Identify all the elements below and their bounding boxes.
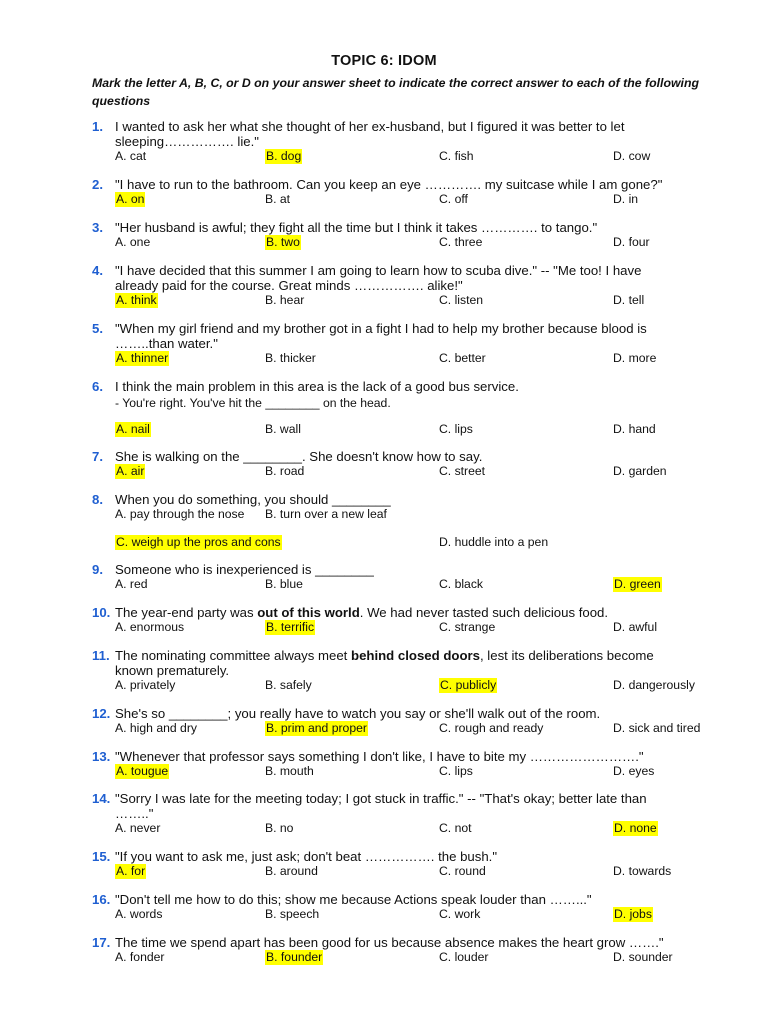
question-text: "I have decided that this summer I am going to learn how to scuba dive." -- "Me too! I have: [115, 263, 642, 278]
option-a: A. pay through the nose: [115, 507, 245, 521]
option-d: D. tell: [613, 293, 645, 307]
question-3: [92, 220, 712, 251]
question-number: 6.: [92, 379, 103, 394]
option-a: A. red: [115, 577, 148, 591]
question-text: She's so ________; you really have to watch you say or she'll walk out of the room.: [115, 706, 601, 721]
question-number: 8.: [92, 492, 103, 507]
option-c: C. black: [439, 577, 484, 591]
option-b: B. no: [265, 821, 294, 835]
question-text-end: . We had never tasted such delicious food.: [359, 605, 609, 620]
question-4: [92, 263, 712, 309]
option-d: D. more: [613, 351, 657, 365]
option-d: D. awful: [613, 620, 658, 634]
question-number: 12.: [92, 706, 111, 721]
question-text-start: The nominating committee always meet: [115, 648, 352, 663]
question-7: [92, 449, 712, 480]
option-c: C. three: [439, 235, 483, 249]
question-text-start: The year-end party was: [115, 605, 258, 620]
question-5: [92, 321, 712, 367]
question-text: "I have to run to the bathroom. Can you keep an eye …………. my suitcase while I am gone?": [115, 177, 663, 192]
option-c: C. lips: [439, 764, 473, 778]
option-c: C. work: [439, 907, 481, 921]
question-text: The time we spend apart has been good for us because absence makes the heart grow …….": [115, 935, 664, 950]
question-text-cont: ……..than water.": [115, 336, 218, 351]
option-c: C. better: [439, 351, 486, 365]
question-number: 13.: [92, 749, 111, 764]
question-text: [115, 648, 654, 663]
option-d: D. eyes: [613, 764, 655, 778]
question-1: [92, 119, 712, 165]
option-b-answer: B. two: [266, 235, 300, 249]
option-a: A. never: [115, 821, 161, 835]
question-14: [92, 791, 712, 837]
option-a-answer: A. nail: [116, 422, 150, 436]
option-b: B. around: [265, 864, 318, 878]
question-2: [92, 177, 712, 208]
option-c: C. fish: [439, 149, 474, 163]
question-number: 4.: [92, 263, 103, 278]
page-title: TOPIC 6: IDOM: [331, 53, 437, 69]
option-d: D. towards: [613, 864, 672, 878]
question-text-cont: sleeping……………. lie.": [115, 134, 259, 149]
option-d: D. sounder: [613, 950, 673, 964]
question-text-end: , lest its deliberations become: [479, 648, 654, 663]
option-c: C. off: [439, 192, 468, 206]
question-text: "When my girl friend and my brother got in a fight I had to help my brother because blood is: [115, 321, 647, 336]
option-b: B. safely: [265, 678, 312, 692]
option-d: D. hand: [613, 422, 656, 436]
question-number: 16.: [92, 892, 111, 907]
question-number: 1.: [92, 119, 103, 134]
question-number: 14.: [92, 791, 111, 806]
option-c: C. not: [439, 821, 472, 835]
question-text: "Her husband is awful; they fight all the time but I think it takes …………. to tango.": [115, 220, 598, 235]
option-c: C. rough and ready: [439, 721, 544, 735]
question-13: [92, 749, 712, 780]
option-a-answer: A. thinner: [116, 351, 169, 365]
option-a: A. privately: [115, 678, 176, 692]
option-a-answer: A. for: [116, 864, 146, 878]
option-c: C. lips: [439, 422, 473, 436]
option-d: D. garden: [613, 464, 667, 478]
option-d: D. cow: [613, 149, 651, 163]
option-b: B. hear: [265, 293, 305, 307]
option-d: D. four: [613, 235, 650, 249]
question-text: I wanted to ask her what she thought of her ex-husband, but I figured it was better to let: [115, 119, 625, 134]
option-d-answer: D. green: [614, 577, 661, 591]
question-response-line: - You're right. You've hit the ________ on the head.: [115, 396, 391, 410]
option-d-answer: D. jobs: [614, 907, 652, 921]
question-15: [92, 849, 712, 880]
question-number: 15.: [92, 849, 111, 864]
idiom-phrase: behind closed doors: [351, 648, 480, 663]
option-a: A. fonder: [115, 950, 165, 964]
question-text: Someone who is inexperienced is ________: [115, 562, 374, 577]
option-d: D. sick and tired: [613, 721, 701, 735]
option-b-answer: B. founder: [266, 950, 323, 964]
option-b: B. mouth: [265, 764, 314, 778]
question-text: "If you want to ask me, just ask; don't beat ……………. the bush.": [115, 849, 498, 864]
option-b: B. wall: [265, 422, 301, 436]
option-a: A. words: [115, 907, 163, 921]
question-text-cont: already paid for the course. Great minds ……………. alike!": [115, 278, 463, 293]
idiom-phrase: out of this world: [257, 605, 360, 620]
option-d-answer: D. none: [614, 821, 657, 835]
option-b-answer: B. dog: [266, 149, 302, 163]
option-a-answer: A. think: [116, 293, 157, 307]
option-a-answer: A. air: [116, 464, 145, 478]
question-number: 5.: [92, 321, 103, 336]
question-text: "Whenever that professor says something I don't like, I have to bite my …………………….": [115, 749, 644, 764]
question-text-cont: ……..": [115, 806, 154, 821]
question-number: 9.: [92, 562, 103, 577]
option-c: C. louder: [439, 950, 489, 964]
instruction-text: Mark the letter A, B, C, or D on your answer sheet to indicate the correct answer to each of the following questions: [92, 76, 699, 108]
option-a-answer: A. tougue: [116, 764, 169, 778]
option-a: A. cat: [115, 149, 147, 163]
option-a: A. one: [115, 235, 151, 249]
option-b: B. thicker: [265, 351, 316, 365]
option-a: A. high and dry: [115, 721, 197, 735]
option-b: B. turn over a new leaf: [265, 507, 387, 521]
option-c: C. listen: [439, 293, 484, 307]
question-text: When you do something, you should ________: [115, 492, 391, 507]
question-number: 10.: [92, 605, 111, 620]
question-11: [92, 648, 712, 694]
question-text: I think the main problem in this area is the lack of a good bus service.: [115, 379, 519, 394]
question-9: [92, 562, 712, 593]
option-d: D. huddle into a pen: [439, 535, 549, 549]
option-b-answer: B. prim and proper: [266, 721, 367, 735]
question-number: 2.: [92, 177, 103, 192]
question-number: 3.: [92, 220, 103, 235]
question-number: 11.: [92, 648, 110, 663]
option-b: B. speech: [265, 907, 320, 921]
option-c-answer: C. publicly: [440, 678, 497, 692]
option-b: B. at: [265, 192, 291, 206]
question-text: "Don't tell me how to do this; show me because Actions speak louder than ……...": [115, 892, 592, 907]
question-8: [92, 492, 712, 549]
option-a: A. enormous: [115, 620, 185, 634]
question-17: [92, 935, 712, 966]
question-number: 17.: [92, 935, 111, 950]
option-b: B. road: [265, 464, 305, 478]
option-c: C. strange: [439, 620, 496, 634]
question-text: She is walking on the ________. She doesn't know how to say.: [115, 449, 483, 464]
question-text: "Sorry I was late for the meeting today; I got stuck in traffic." -- "That's okay; better late than: [115, 791, 647, 806]
option-b: B. blue: [265, 577, 303, 591]
option-b-answer: B. terrific: [266, 620, 315, 634]
question-text: [115, 605, 608, 620]
question-6: [92, 379, 712, 436]
option-d: D. in: [613, 192, 639, 206]
question-12: [92, 706, 712, 737]
option-d: D. dangerously: [613, 678, 695, 692]
option-c: C. round: [439, 864, 486, 878]
option-c-answer: C. weigh up the pros and cons: [116, 535, 281, 549]
question-10: [92, 605, 712, 636]
question-number: 7.: [92, 449, 103, 464]
option-c: C. street: [439, 464, 486, 478]
question-16: [92, 892, 712, 923]
option-a-answer: A. on: [116, 192, 145, 206]
question-text-cont: known prematurely.: [115, 663, 230, 678]
